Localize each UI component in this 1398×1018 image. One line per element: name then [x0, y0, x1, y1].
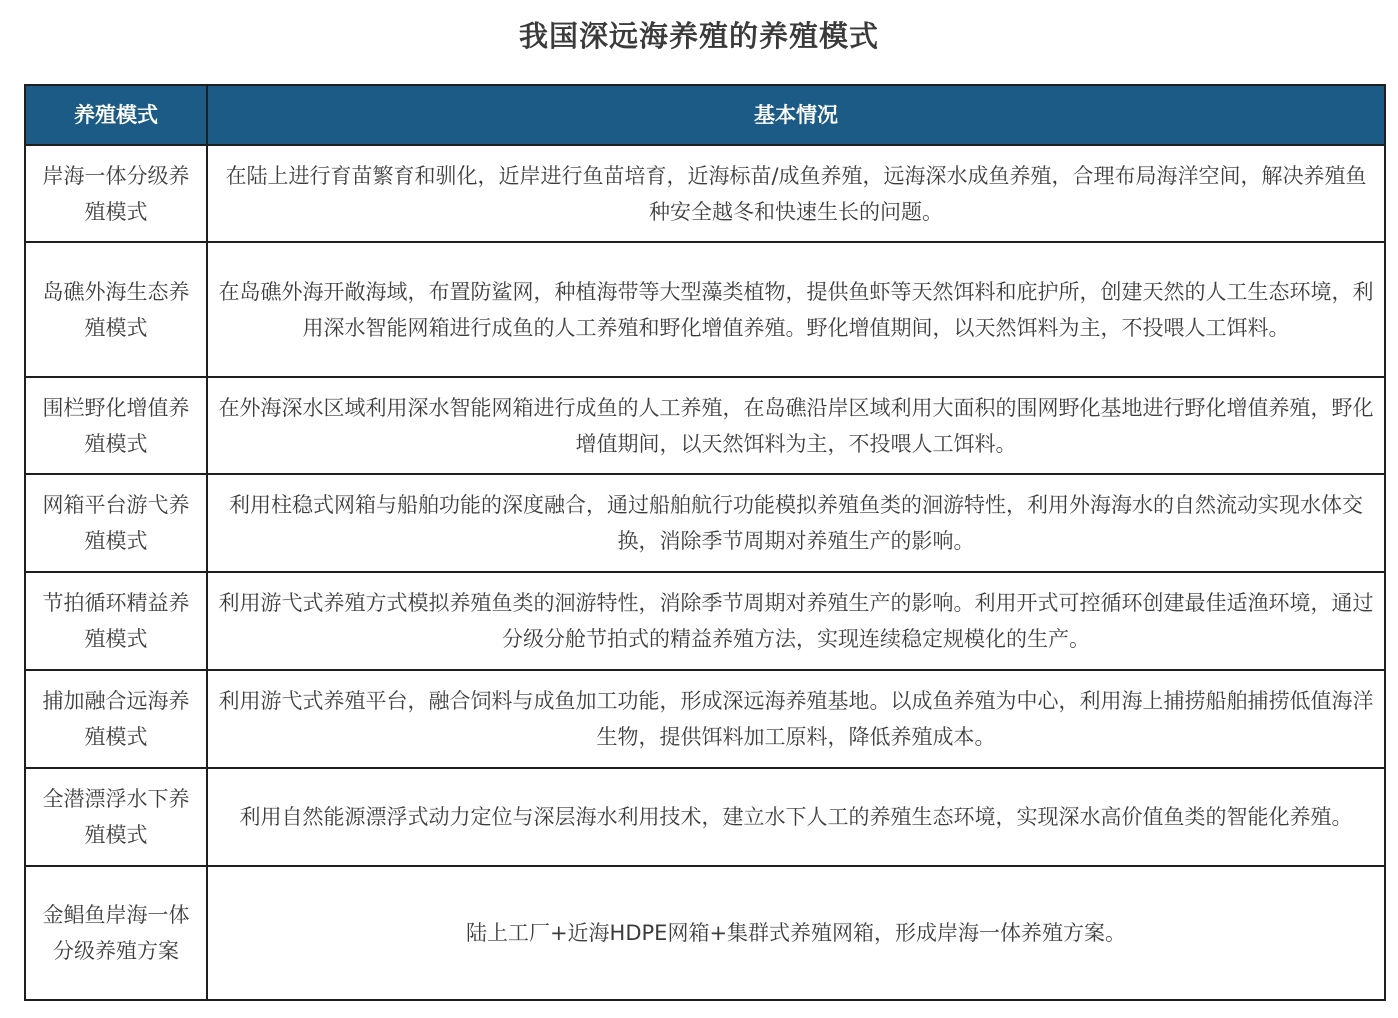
table-row	[25, 866, 1385, 1000]
table-header-row	[25, 85, 1385, 145]
column-header-mode: 养殖模式	[25, 85, 207, 145]
description-cell: 在岛礁外海开敞海域，布置防鲨网，种植海带等大型藻类植物，提供鱼虾等天然饵料和庇护所，创建天然的人工生态环境，利用深水智能网箱进行成鱼的人工养殖和野化增值养殖。野化增值期间，以天然饵料为主，不投喂人工饵料。	[207, 242, 1385, 377]
mode-cell: 金鲳鱼岸海一体分级养殖方案	[25, 866, 207, 1000]
description-cell: 在陆上进行育苗繁育和驯化，近岸进行鱼苗培育，近海标苗/成鱼养殖，远海深水成鱼养殖，合理布局海洋空间，解决养殖鱼种安全越冬和快速生长的问题。	[207, 145, 1385, 242]
description-cell: 在外海深水区域利用深水智能网箱进行成鱼的人工养殖，在岛礁沿岸区域利用大面积的围网野化基地进行野化增值养殖，野化增值期间，以天然饵料为主，不投喂人工饵料。	[207, 377, 1385, 474]
description-cell: 利用自然能源漂浮式动力定位与深层海水利用技术，建立水下人工的养殖生态环境，实现深水高价值鱼类的智能化养殖。	[207, 768, 1385, 866]
mode-cell: 岛礁外海生态养殖模式	[25, 242, 207, 377]
table-row	[25, 670, 1385, 768]
mode-cell: 围栏野化增值养殖模式	[25, 377, 207, 474]
table-row	[25, 242, 1385, 377]
table-row	[25, 145, 1385, 242]
mode-cell: 节拍循环精益养殖模式	[25, 572, 207, 670]
description-cell: 陆上工厂+近海HDPE网箱+集群式养殖网箱，形成岸海一体养殖方案。	[207, 866, 1385, 1000]
description-cell: 利用游弋式养殖方式模拟养殖鱼类的洄游特性，消除季节周期对养殖生产的影响。利用开式可控循环创建最佳适渔环境，通过分级分舱节拍式的精益养殖方法，实现连续稳定规模化的生产。	[207, 572, 1385, 670]
description-cell: 利用游弋式养殖平台，融合饲料与成鱼加工功能，形成深远海养殖基地。以成鱼养殖为中心，利用海上捕捞船舶捕捞低值海洋生物，提供饵料加工原料，降低养殖成本。	[207, 670, 1385, 768]
table-row	[25, 572, 1385, 670]
table-row	[25, 377, 1385, 474]
page-title: 我国深远海养殖的养殖模式	[518, 19, 879, 53]
description-cell: 利用柱稳式网箱与船舶功能的深度融合，通过船舶航行功能模拟养殖鱼类的洄游特性，利用外海海水的自然流动实现水体交换，消除季节周期对养殖生产的影响。	[207, 474, 1385, 572]
mode-cell: 岸海一体分级养殖模式	[25, 145, 207, 242]
column-header-description: 基本情况	[207, 85, 1385, 145]
mode-cell: 全潜漂浮水下养殖模式	[25, 768, 207, 866]
farming-mode-table	[24, 84, 1386, 1001]
mode-cell: 网箱平台游弋养殖模式	[25, 474, 207, 572]
table-row	[25, 474, 1385, 572]
mode-cell: 捕加融合远海养殖模式	[25, 670, 207, 768]
table-row	[25, 768, 1385, 866]
